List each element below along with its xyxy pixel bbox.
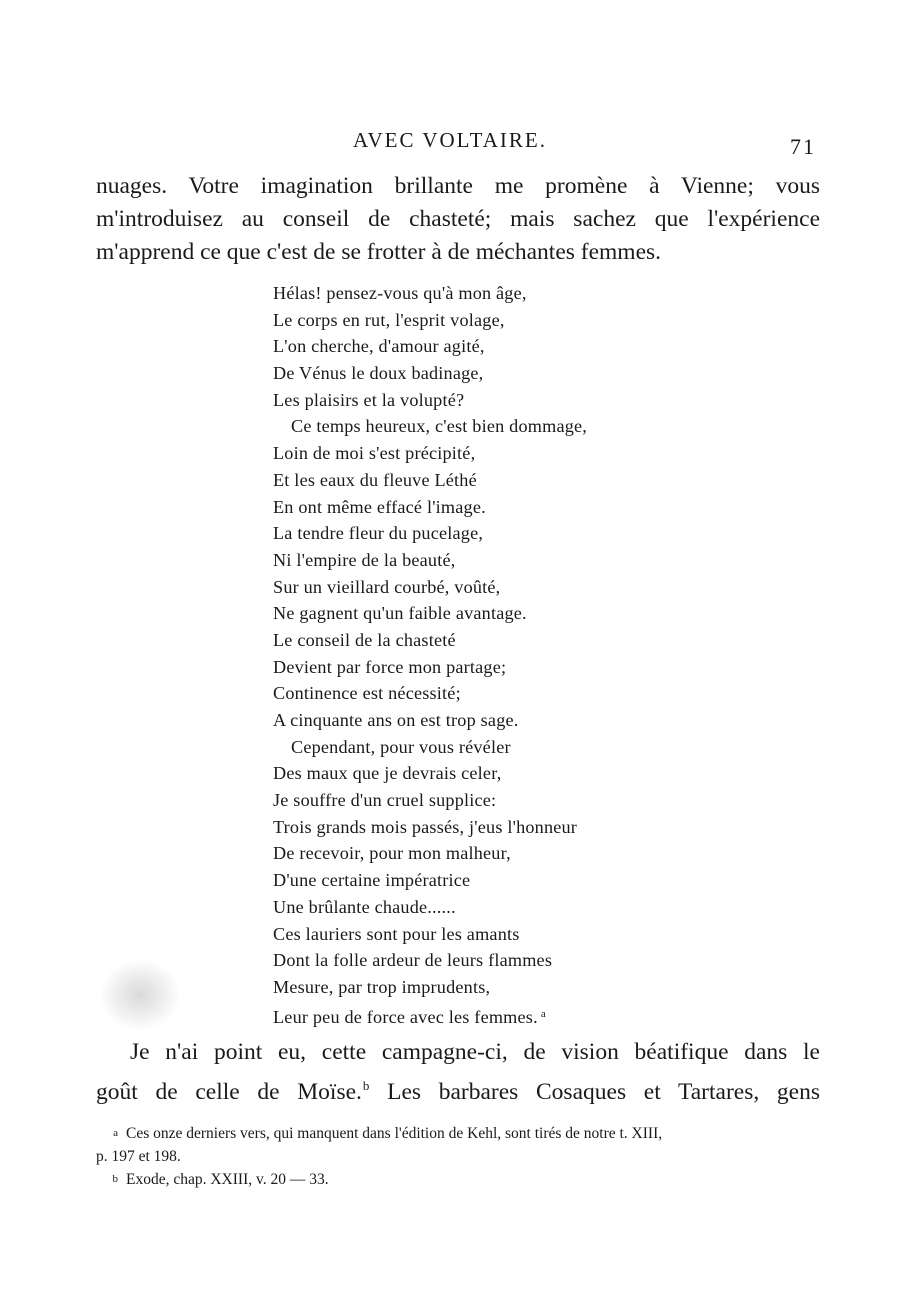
footnote-text: Exode, chap. XXIII, v. 20 — 33. (126, 1171, 329, 1188)
verse-line: Cependant, pour vous révéler (291, 736, 511, 757)
verse-line: En ont même effacé l'image. (273, 496, 486, 517)
verse-line: D'une certaine impératrice (273, 870, 471, 891)
footnote-a-continuation: p. 197 et 198. (96, 1148, 181, 1165)
verse-block (273, 280, 693, 1027)
footnote-ref-b[interactable]: b (362, 1078, 370, 1093)
prose-line: Je n'ai point eu, cette campagne-ci, de vision béatifique dans le (130, 1039, 820, 1065)
verse-line: Loin de moi s'est précipité, (273, 443, 476, 464)
prose-line: m'introduisez au conseil de chasteté; mais sachez que l'expérience (96, 206, 820, 232)
verse-line: A cinquante ans on est trop sage. (273, 710, 519, 730)
verse-line: Je souffre d'un cruel supplice: (273, 790, 497, 811)
verse-line: Le conseil de la chasteté (273, 629, 456, 650)
footnote-ref-a[interactable]: a (540, 1007, 546, 1020)
prose-line: m'apprend ce que c'est de se frotter à de méchantes femmes. (96, 239, 662, 265)
verse-line: De recevoir, pour mon malheur, (273, 843, 511, 864)
footnote-a (96, 1122, 820, 1145)
footnote-mark: a (113, 1127, 118, 1139)
verse-line: Trois grands mois passés, j'eus l'honneur (273, 816, 578, 837)
prose-paragraph-top (96, 170, 820, 269)
verse-line: La tendre fleur du pucelage, (273, 523, 484, 544)
verse-line: Sur un vieillard courbé, voûté, (273, 576, 501, 597)
verse-line: Dont la folle ardeur de leurs flammes (273, 950, 553, 971)
verse-line: Et les eaux du fleuve Léthé (273, 469, 477, 490)
verse-line: Ces lauriers sont pour les amants (273, 923, 520, 944)
footnote-b (96, 1168, 820, 1191)
verse-line: Ni l'empire de la beauté, (273, 549, 456, 570)
verse-line: L'on cherche, d'amour agité, (273, 336, 485, 357)
verse-line: Des maux que je devrais celer, (273, 763, 502, 784)
verse-line: Ne gagnent qu'un faible avantage. (273, 603, 527, 624)
prose-line-segment: Les barbares Cosaques et Tartares, gens (369, 1079, 820, 1105)
prose-line (96, 1069, 820, 1105)
verse-line-last (273, 1001, 693, 1028)
verse-line: Les plaisirs et la volupté? (273, 389, 465, 410)
paper-stain (100, 960, 180, 1030)
verse-line-text: Leur peu de force avec les femmes. (273, 1006, 538, 1027)
verse-line: Le corps en rut, l'esprit volage, (273, 309, 505, 330)
verse-line: Une brûlante chaude...... (273, 896, 456, 917)
verse-line: Mesure, par trop imprudents, (273, 976, 491, 997)
page-number: 71 (790, 134, 816, 159)
verse-line: Continence est nécessité; (273, 683, 461, 704)
verse-line: Hélas! pensez-vous qu'à mon âge, (273, 283, 527, 303)
verse-line: Ce temps heureux, c'est bien dommage, (291, 416, 588, 437)
prose-line: nuages. Votre imagination brillante me promène à Vienne; vous (96, 173, 820, 199)
footnotes (96, 1122, 820, 1191)
prose-paragraph-bottom (96, 1036, 820, 1105)
running-title: AVEC VOLTAIRE. (353, 128, 547, 152)
footnote-text: Ces onze derniers vers, qui manquent dans l'édition de Kehl, sont tirés de notre t. XIII, (126, 1125, 663, 1142)
verse-line: De Vénus le doux badinage, (273, 363, 484, 384)
verse-line: Devient par force mon partage; (273, 656, 507, 677)
footnote-mark: b (112, 1173, 118, 1185)
prose-line-segment: goût de celle de Moïse. (96, 1079, 362, 1105)
